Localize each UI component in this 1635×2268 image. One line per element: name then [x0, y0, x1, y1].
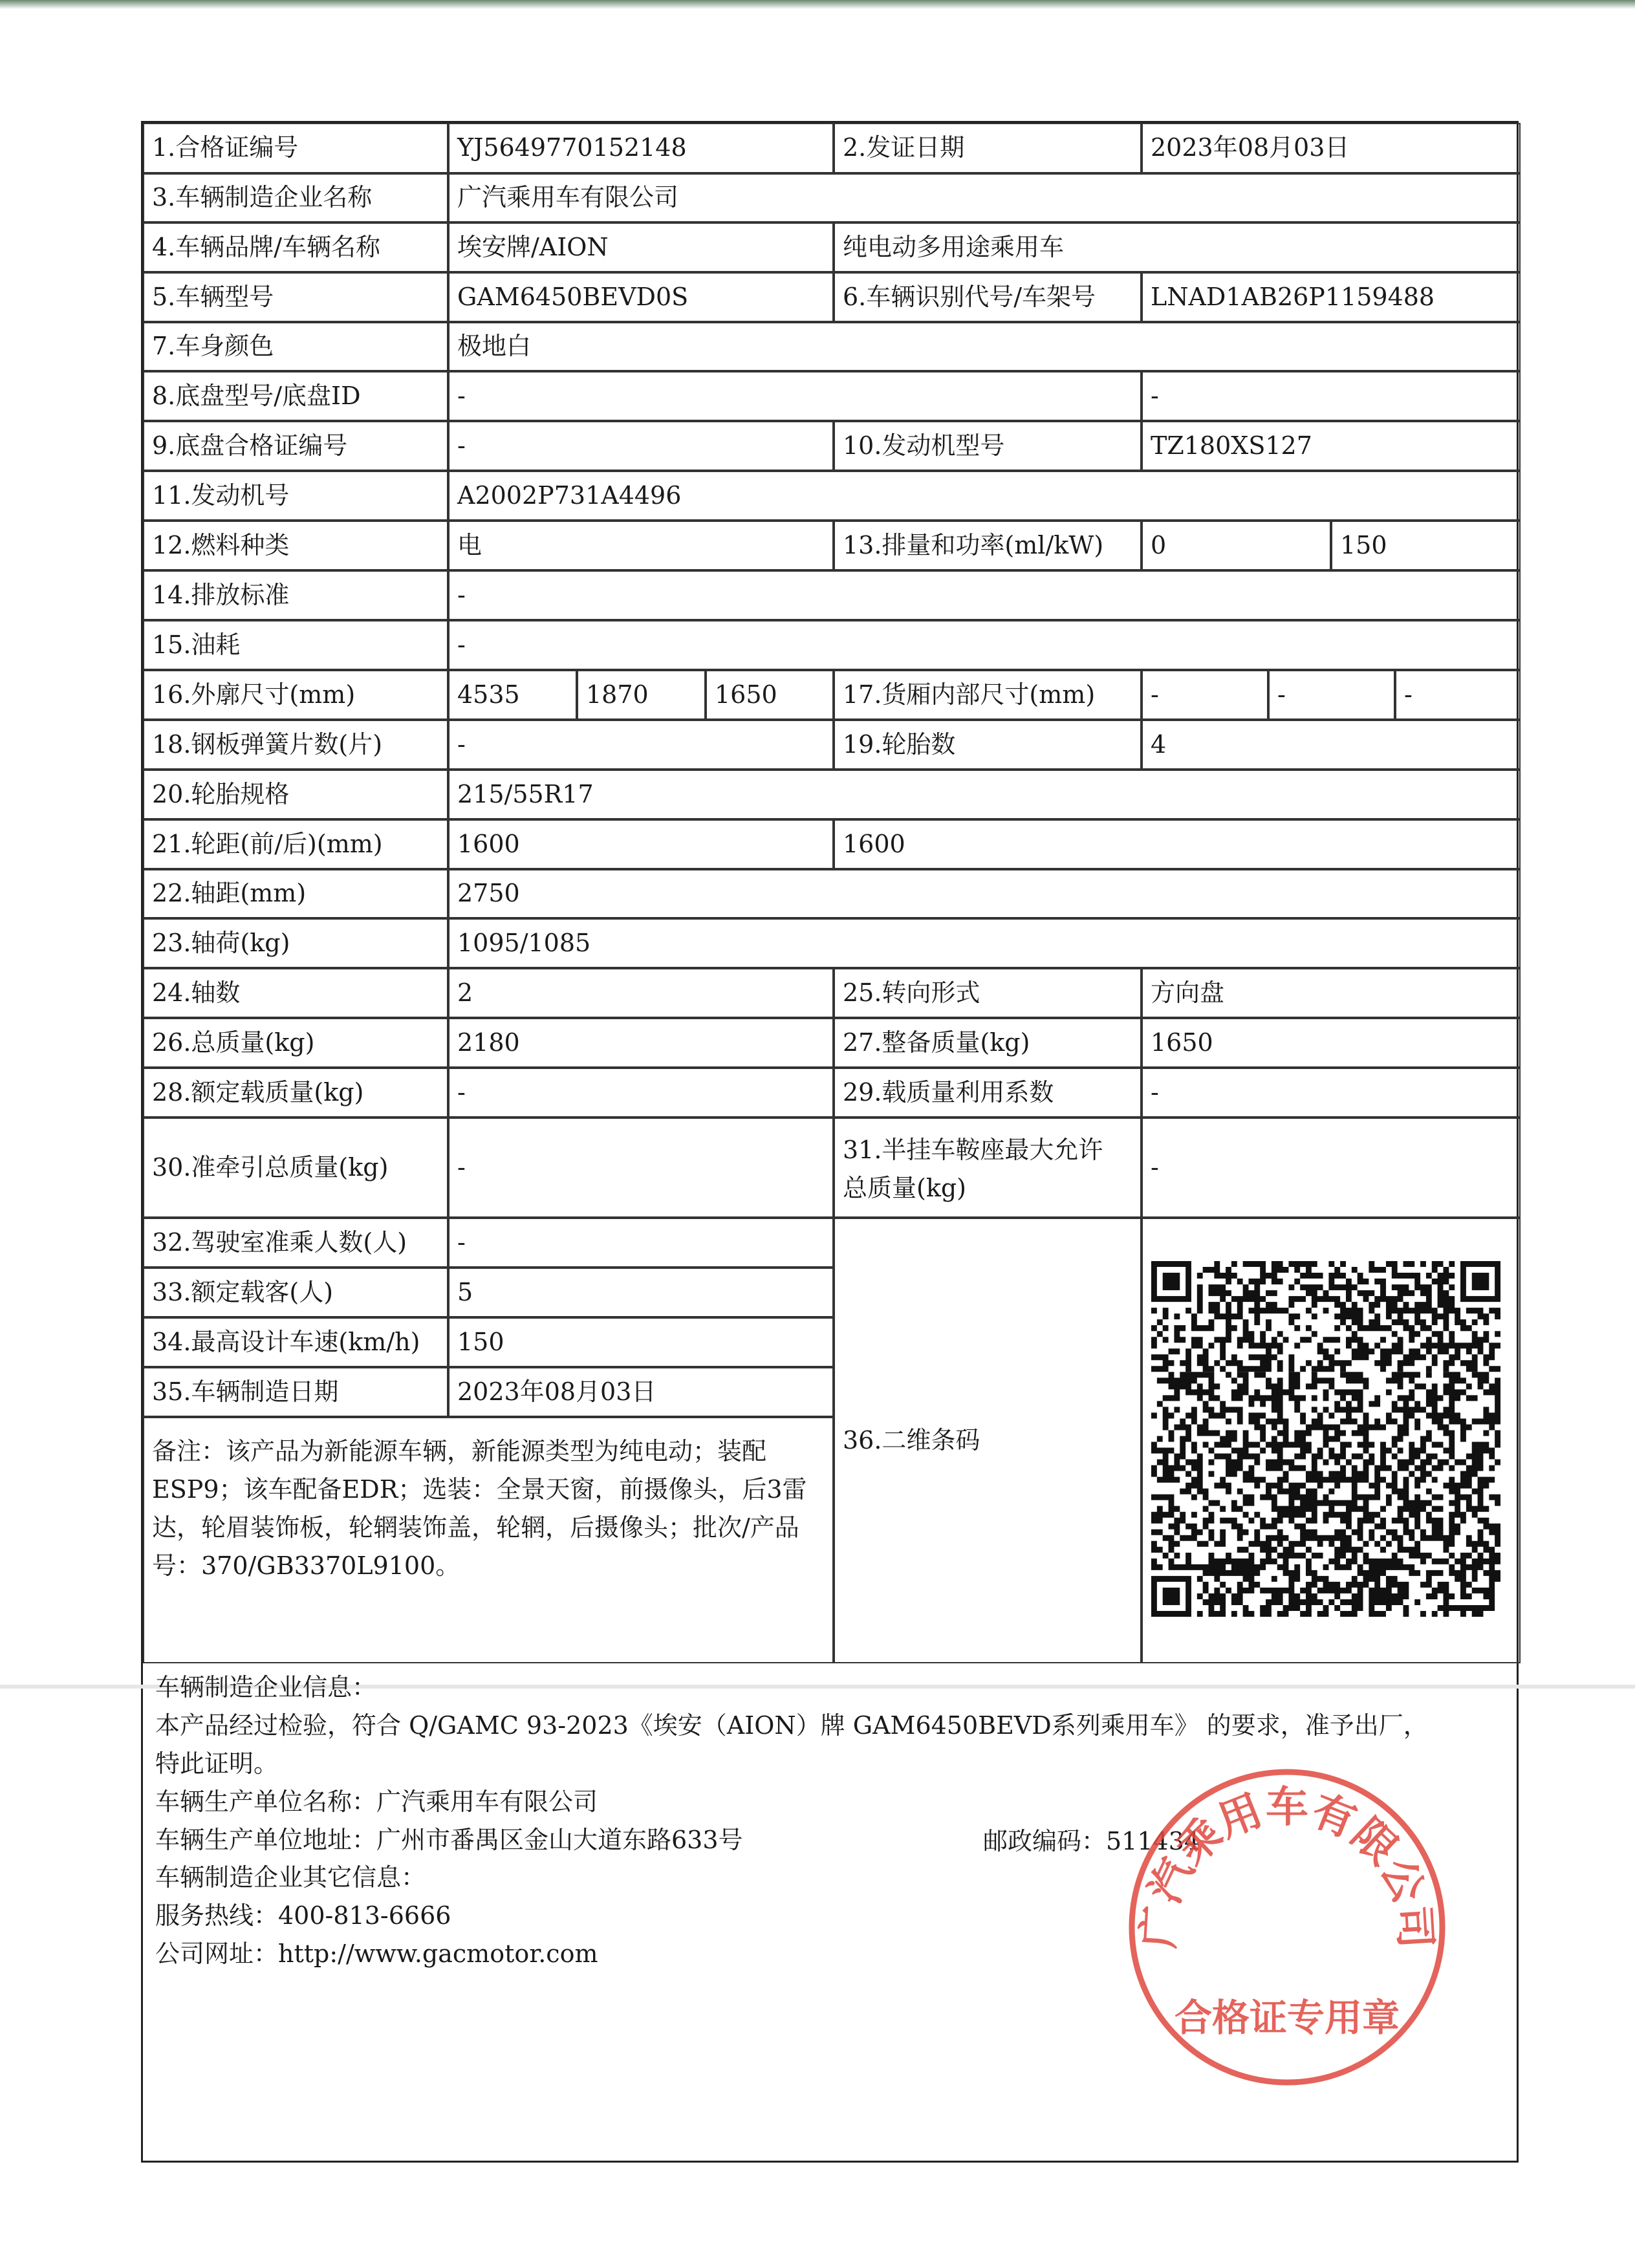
label-chassis-model: 8.底盘型号/底盘ID [143, 371, 448, 421]
label-semitrailer-mass: 31.半挂车鞍座最大允许总质量(kg) [834, 1118, 1142, 1218]
value-wheelbase: 2750 [448, 869, 1521, 918]
value-displacement: 0 [1142, 521, 1331, 570]
label-tire-count: 19.轮胎数 [834, 720, 1142, 770]
value-vin: LNAD1AB26P1159488 [1142, 272, 1521, 322]
value-tire-count: 4 [1142, 720, 1521, 770]
footer-other-info: 车辆制造企业其它信息： [155, 1863, 426, 1892]
label-body-color: 7.车身颜色 [143, 322, 448, 371]
label-wheelbase: 22.轴距(mm) [143, 869, 448, 918]
label-axle-count: 24.轴数 [143, 968, 448, 1018]
seal-inner-text: 合格证专用章 [1174, 1996, 1400, 2040]
company-seal [1119, 1759, 1455, 2095]
label-displacement-power: 13.排量和功率(ml/kW) [834, 521, 1142, 570]
label-cab-seats: 32.驾驶室准乘人数(人) [143, 1218, 448, 1268]
label-max-speed: 34.最高设计车速(km/h) [143, 1317, 448, 1367]
value-steering: 方向盘 [1142, 968, 1521, 1018]
scan-edge-shadow [0, 0, 1635, 9]
value-fuel-type: 电 [448, 521, 834, 570]
label-model: 5.车辆型号 [143, 272, 448, 322]
label-axle-load: 23.轴荷(kg) [143, 918, 448, 968]
value-passengers: 5 [448, 1268, 834, 1317]
footer-statement-1: 本产品经过检验，符合 Q/GAMC 93-2023《埃安（AION）牌 GAM6450BEVD系列乘用车》 的要求，准予出厂， [155, 1711, 1428, 1740]
value-engine-model: TZ180XS127 [1142, 421, 1521, 471]
value-issue-date: 2023年08月03日 [1142, 123, 1521, 173]
value-height: 1650 [706, 670, 834, 720]
label-track: 21.轮距(前/后)(mm) [143, 819, 448, 869]
label-fuel-type: 12.燃料种类 [143, 521, 448, 570]
footer-hotline: 服务热线：400-813-6666 [155, 1901, 451, 1930]
label-cargo-dimensions: 17.货厢内部尺寸(mm) [834, 670, 1142, 720]
value-leaf-springs: - [448, 720, 834, 770]
label-engine-model: 10.发动机型号 [834, 421, 1142, 471]
value-cargo-length: - [1142, 670, 1268, 720]
value-body-color: 极地白 [448, 322, 1521, 371]
value-track-front: 1600 [448, 819, 834, 869]
footer-heading: 车辆制造企业信息： [155, 1673, 377, 1701]
value-chassis-model: - [448, 371, 1142, 421]
footer-producer-address: 车辆生产单位地址：广州市番禺区金山大道东路633号 [155, 1825, 743, 1854]
label-issue-date: 2.发证日期 [834, 123, 1142, 173]
label-total-mass: 26.总质量(kg) [143, 1018, 448, 1068]
label-load-factor: 29.载质量利用系数 [834, 1068, 1142, 1118]
label-manufacturer: 3.车辆制造企业名称 [143, 173, 448, 222]
label-leaf-springs: 18.钢板弹簧片数(片) [143, 720, 448, 770]
value-manufacture-date: 2023年08月03日 [448, 1367, 834, 1417]
label-qr-code: 36.二维条码 [834, 1218, 1142, 1663]
label-emission: 14.排放标准 [143, 570, 448, 620]
value-model: GAM6450BEVD0S [448, 272, 834, 322]
label-curb-mass: 27.整备质量(kg) [834, 1018, 1142, 1068]
value-chassis-cert: - [448, 421, 834, 471]
remarks: 备注：该产品为新能源车辆，新能源类型为纯电动；装配ESP9；该车配备EDR；选装：全景天窗，前摄像头，后3雷达，轮眉装饰板，轮辋装饰盖，轮辋，后摄像头；批次/产品号：370/GB3370L9100。 [143, 1417, 834, 1663]
value-load-factor: - [1142, 1068, 1521, 1118]
label-vin: 6.车辆识别代号/车架号 [834, 272, 1142, 322]
value-max-speed: 150 [448, 1317, 834, 1367]
footer-statement-2: 特此证明。 [155, 1749, 279, 1778]
value-manufacturer: 广汽乘用车有限公司 [448, 173, 1521, 222]
value-cargo-height: - [1395, 670, 1521, 720]
value-engine-no: A2002P731A4496 [448, 471, 1521, 521]
value-track-rear: 1600 [834, 819, 1521, 869]
value-tire-spec: 215/55R17 [448, 770, 1521, 819]
label-passengers: 33.额定载客(人) [143, 1268, 448, 1317]
value-axle-load: 1095/1085 [448, 918, 1521, 968]
value-cargo-width: - [1268, 670, 1395, 720]
footer-producer-name: 车辆生产单位名称：广汽乘用车有限公司 [155, 1787, 598, 1816]
value-rated-load: - [448, 1068, 834, 1118]
value-chassis-id: - [1142, 371, 1521, 421]
value-vehicle-name: 纯电动多用途乘用车 [834, 222, 1521, 272]
label-fuel-consumption: 15.油耗 [143, 620, 448, 670]
label-brand-name: 4.车辆品牌/车辆名称 [143, 222, 448, 272]
value-curb-mass: 1650 [1142, 1018, 1521, 1068]
value-brand: 埃安牌/AION [448, 222, 834, 272]
value-fuel-consumption: - [448, 620, 1521, 670]
footer-website: 公司网址：http://www.gacmotor.com [155, 1939, 598, 1969]
label-certificate-no: 1.合格证编号 [143, 123, 448, 173]
label-tire-spec: 20.轮胎规格 [143, 770, 448, 819]
value-total-mass: 2180 [448, 1018, 834, 1068]
value-semitrailer-mass: - [1142, 1118, 1521, 1218]
label-manufacture-date: 35.车辆制造日期 [143, 1367, 448, 1417]
value-width: 1870 [577, 670, 706, 720]
footer-postal-code: 邮政编码：511434 [983, 1827, 1200, 1855]
label-chassis-cert: 9.底盘合格证编号 [143, 421, 448, 471]
value-length: 4535 [448, 670, 577, 720]
value-power: 150 [1331, 521, 1521, 570]
label-towing-mass: 30.准牵引总质量(kg) [143, 1118, 448, 1218]
value-towing-mass: - [448, 1118, 834, 1218]
value-emission: - [448, 570, 1521, 620]
value-axle-count: 2 [448, 968, 834, 1018]
label-steering: 25.转向形式 [834, 968, 1142, 1018]
label-outer-dimensions: 16.外廓尺寸(mm) [143, 670, 448, 720]
seal-outer-text: 广汽乘用车有限公司 [1132, 1781, 1442, 1950]
value-cab-seats: - [448, 1218, 834, 1268]
value-certificate-no: YJ5649770152148 [448, 123, 834, 173]
label-rated-load: 28.额定载质量(kg) [143, 1068, 448, 1118]
label-engine-no: 11.发动机号 [143, 471, 448, 521]
qr-code-icon [1151, 1261, 1500, 1617]
